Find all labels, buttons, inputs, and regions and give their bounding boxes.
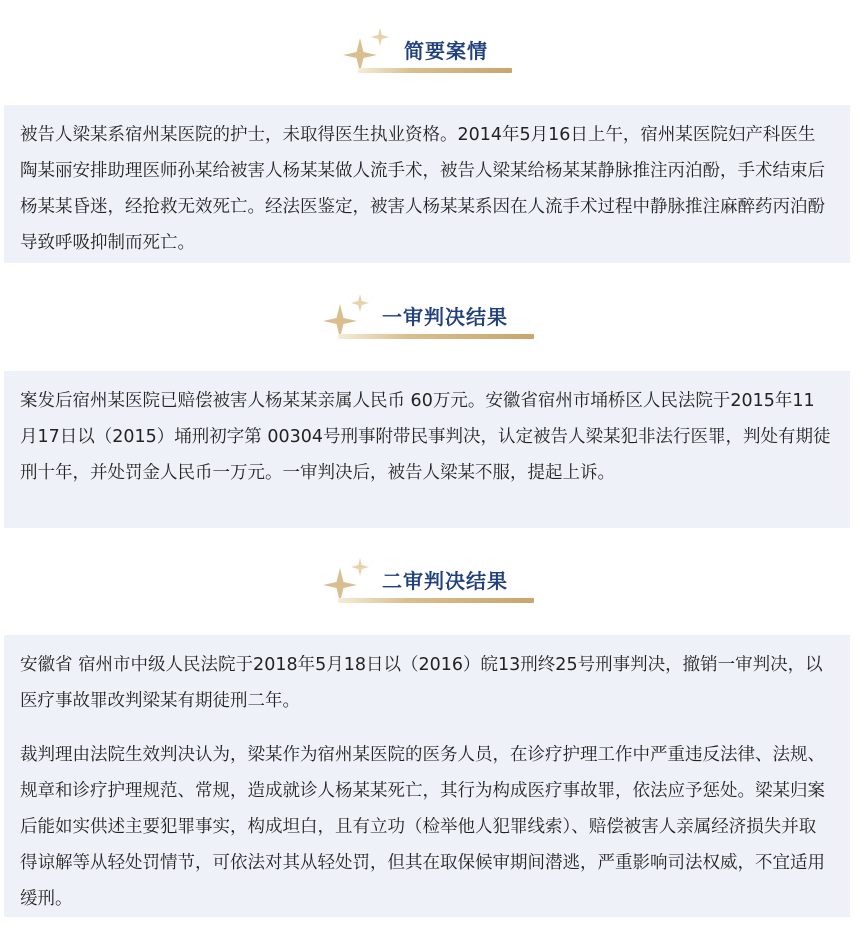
second-instance-paragraph-reasoning: 裁判理由法院生效判决认为，梁某作为宿州某医院的医务人员，在诊疗护理工作中严重违反法律、法规、规章和诊疗护理规范、常规，造成就诊人杨某某死亡，其行为构成医疗事故罪，依法应予惩处。梁某归案后能如实供述主要犯罪事实，构成坦白，且有立功（检举他人犯罪线索）、赔偿被害人亲属经济损失并取得谅解等从轻处罚情节，可依法对其从轻处罚，但其在取保候审期间潜逃，严重影响司法权威，不宜适用缓刑。 [20,745,825,909]
title-underline [358,68,512,73]
second-instance-paragraph-verdict: 安徽省 宿州市中级人民法院于2018年5月18日以（2016）皖13刑终25号刑事判决，撤销一审判决，以医疗事故罪改判梁某有期徒刑二年。 [20,655,823,711]
section-heading-first-instance [320,292,540,352]
title-underline [338,598,534,603]
title-underline [338,334,534,339]
brief-facts-paragraph: 被告人梁某系宿州某医院的护士，未取得医生执业资格。2014年5月16日上午，宿州某医院妇产科医生陶某丽安排助理医师孙某给被害人杨某某做人流手术，被告人梁某给杨某某静脉推注丙泊酚，手术结束后杨某某昏迷，经抢救无效死亡。经法医鉴定，被害人杨某某系因在人流手术过程中静脉推注麻醉药丙泊酚导致呼吸抑制而死亡。 [20,125,825,253]
first-instance-box [4,371,850,528]
sparkle-icon [320,556,380,612]
brief-facts-box [4,105,850,263]
first-instance-paragraph: 案发后宿州某医院已赔偿被害人杨某某亲属人民币 60万元。安徽省宿州市埇桥区人民法院于2015年11月17日以（2015）埇刑初字第 00304号刑事附带民事判决，认定被告人梁某犯非法行医罪，判处有期徒刑十年，并处罚金人民币一万元。一审判决后，被告人梁某不服，提起上诉。 [20,391,831,483]
section-title: 一审判决结果 [382,305,508,329]
second-instance-box [4,635,850,917]
section-title: 二审判决结果 [382,569,508,593]
sparkle-icon [340,26,400,82]
sparkle-icon [320,292,380,348]
section-title: 简要案情 [404,39,488,63]
section-heading-brief-facts [340,26,520,86]
section-heading-second-instance [320,556,540,616]
